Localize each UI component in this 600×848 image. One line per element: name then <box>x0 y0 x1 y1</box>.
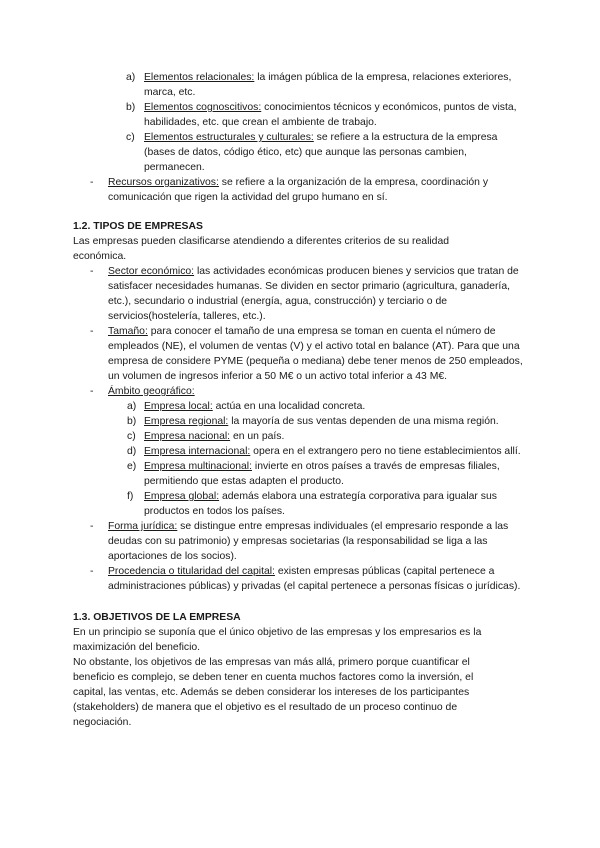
list-text: se refiere a la estructura de la empresa (bases de datos, código ético, etc) que aunque las personas cambien, permanecen. <box>144 132 498 173</box>
list-item-forma-juridica <box>73 519 528 564</box>
list-item-empresa-local <box>73 399 529 414</box>
term-empresa-nacional: Empresa nacional: <box>144 431 231 442</box>
term-sector-economico: Sector económico: <box>108 266 195 277</box>
term-forma-juridica: Forma jurídica: <box>108 521 178 532</box>
document-page <box>73 70 523 730</box>
list-marker: - <box>90 386 94 397</box>
list-item-estructurales <box>73 130 524 175</box>
list-item-tamano <box>73 324 528 384</box>
list-text: la mayoría de sus ventas dependen de una misma región. <box>228 416 499 427</box>
list-marker: a) <box>127 401 137 412</box>
term-empresa-regional: Empresa regional: <box>144 416 229 427</box>
list-item-empresa-nacional <box>73 429 529 444</box>
list-text: se distingue entre empresas individuales (el empresario responde a las deudas con su patrimonio) y empresas societarias (la responsabilidad se liga a las aportaciones de los socios). <box>108 521 509 562</box>
paragraph-objetivos-2: No obstante, los objetivos de las empresas van más allá, primero porque cuantificar el beneficio es complejo, se deben tener en cuenta muchos factores como la inversión, el capital, las ventas, etc. Además se deben considerar los intereses de los participantes (stakeholders) de manera que el objetivo es el resultado de un proceso continuo de negociación. <box>73 657 474 728</box>
list-item-empresa-internacional <box>73 444 529 459</box>
list-text: las actividades económicas producen bienes y servicios que tratan de satisfacer necesidades humanas. Se dividen en sector primario (agricultura, ganadería, etc.), secundario o industrial (energía, agua, construcción) y terciario o de servicios(hostelería, talleres, etc.). <box>108 266 519 322</box>
list-item-recursos-organizativos <box>73 175 523 205</box>
list-text: conocimientos técnicos y económicos, puntos de vista, habilidades, etc. que crean el ambiente de trabajo. <box>144 102 517 128</box>
list-text: se refiere a la organización de la empresa, coordinación y comunicación que rigen la actividad del grupo humano en sí. <box>108 177 489 203</box>
term-elementos-cognoscitivos: Elementos cognoscitivos: <box>144 102 262 113</box>
term-recursos-organizativos: Recursos organizativos: <box>108 177 219 188</box>
list-item-cognoscitivos <box>73 100 524 130</box>
list-text: existen empresas públicas (capital pertenece a administraciones públicas) y privadas (el capital pertenece a personas físicas o jurídicas). <box>108 566 521 592</box>
heading-objetivos-de-la-empresa: 1.3. OBJETIVOS DE LA EMPRESA <box>73 612 241 623</box>
list-item-ambito-geografico <box>73 384 523 399</box>
list-item-empresa-multinacional <box>73 459 529 489</box>
term-empresa-internacional: Empresa internacional: <box>144 446 251 457</box>
term-procedencia-capital: Procedencia o titularidad del capital: <box>108 566 275 577</box>
list-marker: - <box>90 177 94 188</box>
list-item-sector-economico <box>73 264 523 324</box>
intro-paragraph: Las empresas pueden clasificarse atendiendo a diferentes criterios de su realidad económica. <box>73 236 450 262</box>
list-marker: f) <box>127 491 134 502</box>
list-marker: a) <box>126 72 136 83</box>
list-marker: d) <box>127 446 137 457</box>
list-text: opera en el extrangero pero no tiene establecimientos allí. <box>250 446 521 457</box>
list-marker: b) <box>127 416 137 427</box>
list-text: invierte en otros países a través de empresas filiales, permitiendo que estas adapten el producto. <box>144 461 500 487</box>
term-empresa-global: Empresa global: <box>144 491 220 502</box>
list-marker: c) <box>127 431 136 442</box>
term-empresa-multinacional: Empresa multinacional: <box>144 461 252 472</box>
list-marker: b) <box>126 102 136 113</box>
list-item-procedencia-capital <box>73 564 528 594</box>
list-text: la imágen pública de la empresa, relaciones exteriores, marca, etc. <box>144 72 512 98</box>
list-marker: - <box>90 521 94 532</box>
list-marker: c) <box>126 132 135 143</box>
paragraph-objetivos-1: En un principio se suponía que el único objetivo de las empresas y los empresarios es la maximización del beneficio. <box>73 627 482 653</box>
term-elementos-relacionales: Elementos relacionales: <box>144 72 255 83</box>
list-item-empresa-global <box>73 489 529 519</box>
list-marker: - <box>90 326 94 337</box>
list-marker: - <box>90 566 94 577</box>
list-text: además elabora una estrategía corporativa para igualar sus productos en todos los países. <box>144 491 497 517</box>
term-tamano: Tamaño: <box>108 326 148 337</box>
list-item-empresa-regional <box>73 414 529 429</box>
list-text: actúa en una localidad concreta. <box>212 401 366 412</box>
list-text: en un país. <box>230 431 285 442</box>
term-ambito-geografico: Ámbito geográfico: <box>108 386 195 397</box>
term-elementos-estructurales: Elementos estructurales y culturales: <box>144 132 314 143</box>
list-marker: e) <box>127 461 137 472</box>
heading-tipos-de-empresas: 1.2. TIPOS DE EMPRESAS <box>73 221 203 232</box>
term-empresa-local: Empresa local: <box>144 401 213 412</box>
list-marker: - <box>90 266 94 277</box>
list-text: para conocer el tamaño de una empresa se toman en cuenta el número de empleados (NE), el volumen de ventas (V) y el activo total en balance (AT). Para que una empresa de considere PYME (pequeña o mediana) debe tener menos de 250 empleados, un volumen de ingresos inferior a 50 M€ o un activo total inferior a 43 M€. <box>108 326 523 382</box>
list-item-relacionales <box>73 70 524 100</box>
